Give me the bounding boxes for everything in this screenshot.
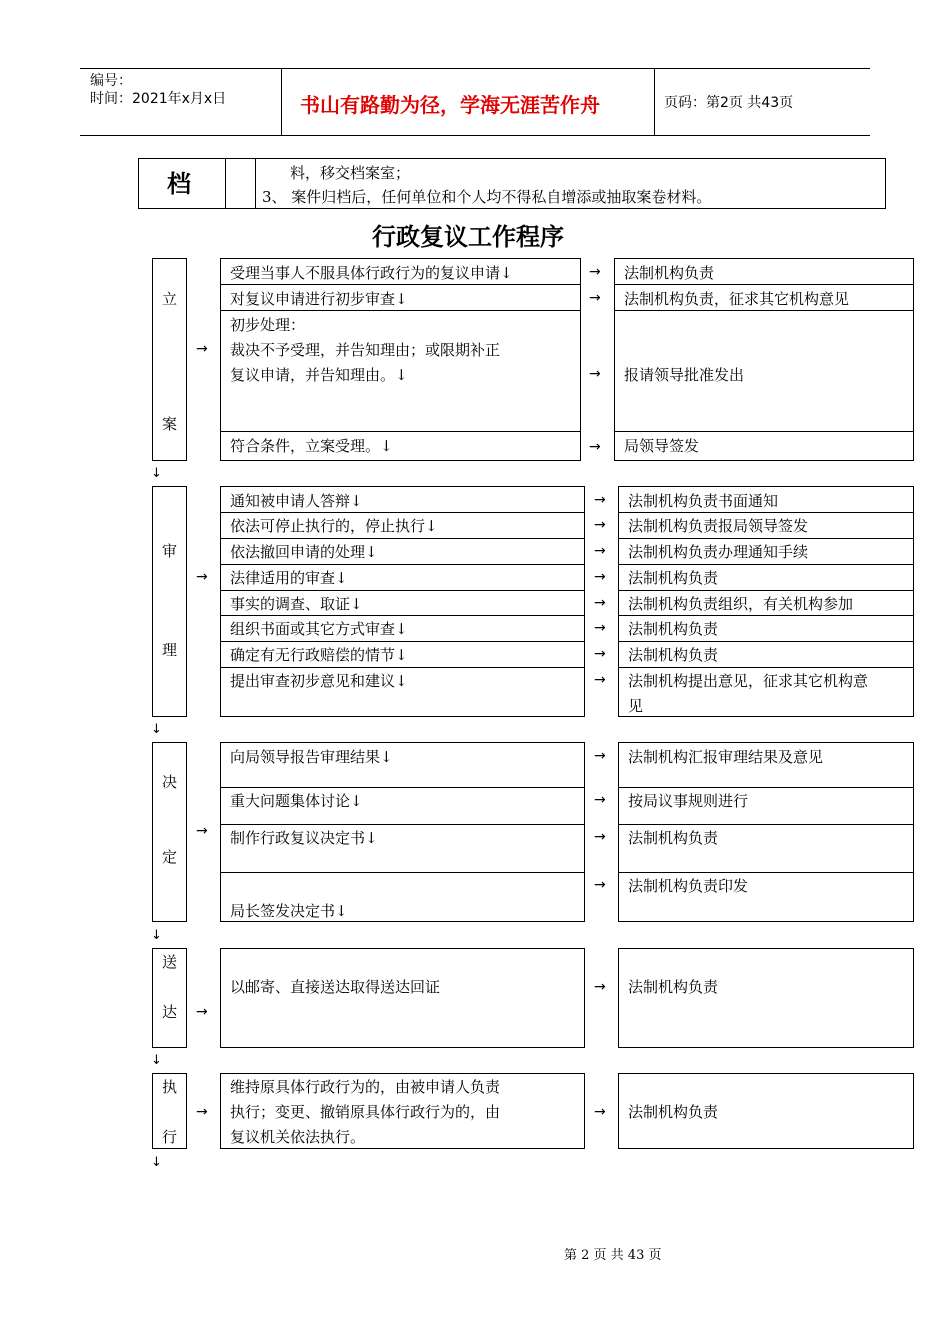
stage-shenli-box xyxy=(152,486,187,717)
shenli-result-5: 法制机构负责组织，有关机构参加 xyxy=(628,595,854,613)
arrow-right: → xyxy=(589,264,601,280)
shenli-step-7: 确定有无行政赔偿的情节↓ xyxy=(230,646,408,664)
shenli-result-8a: 法制机构提出意见，征求其它机构意 xyxy=(628,672,869,690)
stage-jueding-char-2: 定 xyxy=(162,848,178,866)
stage-songda-char-1: 送 xyxy=(162,953,178,971)
shenli-steps-div xyxy=(220,667,585,668)
arrow-right-shenli: → xyxy=(196,569,208,585)
lian-steps-div-3 xyxy=(220,431,581,432)
jueding-result-2: 按局议事规则进行 xyxy=(628,792,749,810)
shenli-steps-div xyxy=(220,564,585,565)
shenli-steps-div xyxy=(220,615,585,616)
zhixing-step-1: 维持原具体行政行为的，由被申请人负责 xyxy=(230,1078,501,1096)
songda-result-box xyxy=(618,948,914,1048)
jueding-step-2: 重大问题集体讨论↓ xyxy=(230,792,363,810)
archive-line-1: 料，移交档案室； xyxy=(290,164,411,182)
shenli-result-6: 法制机构负责 xyxy=(628,620,719,638)
arrow-right: → xyxy=(594,595,606,611)
arrow-right: → xyxy=(594,543,606,559)
shenli-step-6: 组织书面或其它方式审查↓ xyxy=(230,620,408,638)
lian-steps-div-2 xyxy=(220,310,581,311)
arrow-down-3: ↓ xyxy=(151,928,162,943)
stage-shenli-char-1: 审 xyxy=(162,542,178,560)
arrow-right: → xyxy=(594,979,606,995)
arrow-right: → xyxy=(589,366,601,382)
jueding-results-div xyxy=(618,824,914,825)
shenli-step-3: 依法撤回申请的处理↓ xyxy=(230,543,378,561)
lian-preliminary-3: 复议申请，并告知理由。↓ xyxy=(230,366,408,384)
arrow-right-songda: → xyxy=(196,1004,208,1020)
jueding-step-3: 制作行政复议决定书↓ xyxy=(230,829,378,847)
songda-step-box xyxy=(220,948,585,1048)
arrow-right: → xyxy=(594,569,606,585)
shenli-result-7: 法制机构负责 xyxy=(628,646,719,664)
songda-step: 以邮寄、直接送达取得送达回证 xyxy=(230,978,441,996)
lian-result-3: 报请领导批准发出 xyxy=(624,366,745,384)
arrow-right: → xyxy=(589,290,601,306)
zhixing-step-3: 复议机关依法执行。 xyxy=(230,1128,366,1146)
archive-blank-cell xyxy=(225,158,256,209)
jueding-step-4: 局长签发决定书↓ xyxy=(230,902,348,920)
shenli-result-3: 法制机构负责办理通知手续 xyxy=(628,543,809,561)
lian-step-2: 对复议申请进行初步审查↓ xyxy=(230,290,408,308)
shenli-results-div xyxy=(618,615,914,616)
lian-result-1: 法制机构负责 xyxy=(624,264,715,282)
shenli-result-1: 法制机构负责书面通知 xyxy=(628,492,779,510)
stage-jueding-char-1: 决 xyxy=(162,773,178,791)
archive-char: 档 xyxy=(167,170,191,198)
shenli-steps-div xyxy=(220,512,585,513)
lian-results-div-2 xyxy=(614,310,914,311)
shenli-steps-div xyxy=(220,590,585,591)
shenli-result-2: 法制机构负责报局领导签发 xyxy=(628,517,809,535)
arrow-right-zhixing: → xyxy=(196,1104,208,1120)
jueding-result-4: 法制机构负责印发 xyxy=(628,877,749,895)
stage-songda-char-2: 达 xyxy=(162,1003,178,1021)
shenli-step-1: 通知被申请人答辩↓ xyxy=(230,492,363,510)
stage-lian-char-2: 案 xyxy=(162,415,178,433)
lian-preliminary-2: 裁决不予受理，并告知理由；或限期补正 xyxy=(230,341,501,359)
stage-jueding-box xyxy=(152,742,187,922)
jueding-step-1: 向局领导报告审理结果↓ xyxy=(230,748,393,766)
arrow-right-lian: → xyxy=(196,341,208,357)
jueding-results-div xyxy=(618,787,914,788)
jueding-steps-div xyxy=(220,872,585,873)
header-divider-2 xyxy=(654,68,655,135)
arrow-right: → xyxy=(594,829,606,845)
arrow-down-2: ↓ xyxy=(151,722,162,737)
shenli-results-div xyxy=(618,590,914,591)
shenli-steps-div xyxy=(220,538,585,539)
arrow-right: → xyxy=(594,792,606,808)
stage-shenli-char-2: 理 xyxy=(162,641,178,659)
shenli-steps-div xyxy=(220,641,585,642)
jueding-result-3: 法制机构负责 xyxy=(628,829,719,847)
zhixing-result: 法制机构负责 xyxy=(628,1103,719,1121)
arrow-right-jueding: → xyxy=(196,823,208,839)
shenli-results-div xyxy=(618,667,914,668)
arrow-right: → xyxy=(594,748,606,764)
lian-results-div-1 xyxy=(614,284,914,285)
arrow-right: → xyxy=(589,439,601,455)
shenli-result-4: 法制机构负责 xyxy=(628,569,719,587)
arrow-right: → xyxy=(594,646,606,662)
page-footer: 第 2 页 共 43 页 xyxy=(564,1248,662,1263)
lian-step-3: 符合条件，立案受理。↓ xyxy=(230,437,393,455)
page-label: 页码：第2页 共43页 xyxy=(664,95,794,111)
shenli-results-div xyxy=(618,564,914,565)
doc-number-label: 编号： xyxy=(90,73,132,89)
lian-result-4: 局领导签发 xyxy=(624,437,700,455)
jueding-steps-div xyxy=(220,824,585,825)
zhixing-step-2: 执行；变更、撤销原具体行政行为的，由 xyxy=(230,1103,501,1121)
motto: 书山有路勤为径，学海无涯苦作舟 xyxy=(300,93,600,117)
jueding-steps-div xyxy=(220,787,585,788)
arrow-right: → xyxy=(594,1104,606,1120)
arrow-right: → xyxy=(594,492,606,508)
lian-result-2: 法制机构负责，征求其它机构意见 xyxy=(624,290,850,308)
arrow-right: → xyxy=(594,672,606,688)
shenli-results-div xyxy=(618,641,914,642)
shenli-step-8: 提出审查初步意见和建议↓ xyxy=(230,672,408,690)
lian-step-1: 受理当事人不服具体行政行为的复议申请↓ xyxy=(230,264,513,282)
page-title: 行政复议工作程序 xyxy=(372,223,564,251)
doc-time-label: 时间：2021年x月x日 xyxy=(90,91,227,107)
lian-preliminary-1: 初步处理： xyxy=(230,316,306,334)
jueding-results-div xyxy=(618,872,914,873)
stage-zhixing-char-1: 执 xyxy=(162,1078,178,1096)
header-bottom-rule xyxy=(80,135,870,136)
arrow-right: → xyxy=(594,517,606,533)
shenli-results-div xyxy=(618,538,914,539)
lian-steps-div-1 xyxy=(220,284,581,285)
jueding-result-1: 法制机构汇报审理结果及意见 xyxy=(628,748,824,766)
shenli-step-2: 依法可停止执行的，停止执行↓ xyxy=(230,517,438,535)
arrow-down-1: ↓ xyxy=(151,466,162,481)
stage-zhixing-char-2: 行 xyxy=(162,1128,178,1146)
shenli-result-8b: 见 xyxy=(628,697,644,715)
lian-results-div-3 xyxy=(614,431,914,432)
arrow-down-4: ↓ xyxy=(151,1053,162,1068)
archive-line-2: 3、 案件归档后，任何单位和个人均不得私自增添或抽取案卷材料。 xyxy=(262,188,712,206)
header-divider-1 xyxy=(281,68,282,135)
shenli-step-5: 事实的调查、取证↓ xyxy=(230,595,363,613)
songda-result: 法制机构负责 xyxy=(628,978,719,996)
arrow-down-5: ↓ xyxy=(151,1155,162,1170)
shenli-step-4: 法律适用的审查↓ xyxy=(230,569,348,587)
shenli-results-div xyxy=(618,512,914,513)
stage-lian-char-1: 立 xyxy=(162,290,178,308)
header-top-rule xyxy=(80,68,870,69)
arrow-right: → xyxy=(594,877,606,893)
arrow-right: → xyxy=(594,620,606,636)
